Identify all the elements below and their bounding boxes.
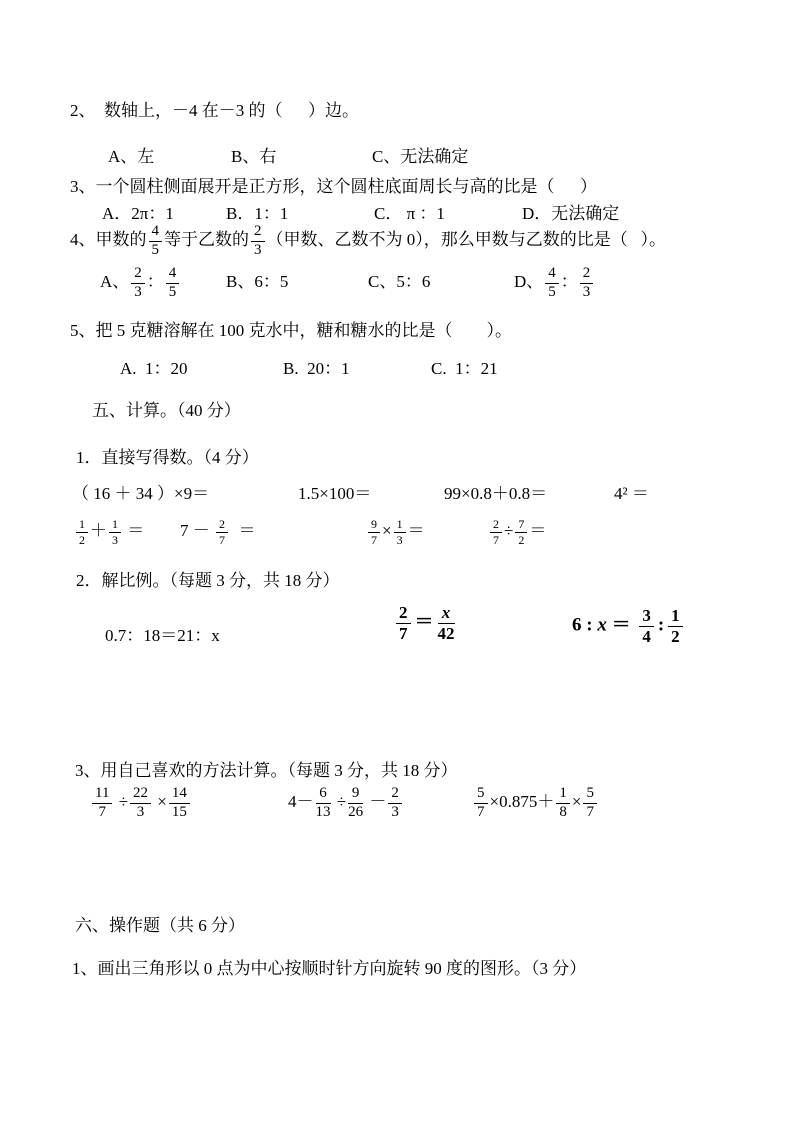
denominator: 7 <box>477 803 485 820</box>
section6-title: 六、操作题（共 6 分） <box>75 916 245 935</box>
q3-options <box>102 203 619 225</box>
operand: 6 : <box>572 614 598 636</box>
denominator: 2 <box>79 532 85 547</box>
fraction <box>556 786 570 821</box>
numerator: 4 <box>149 224 163 242</box>
q5-options <box>120 358 498 380</box>
q5-option-a: A. 1：20 <box>120 359 188 378</box>
denominator: 5 <box>168 283 177 300</box>
fraction <box>580 266 594 301</box>
q4-stem-text-3: （甲数、乙数不为 0），那么甲数与乙数的比是（ ）。 <box>266 230 666 250</box>
q5-stem: 5、把 5 克糖溶解在 100 克水中，糖和糖水的比是（ ）。 <box>70 321 512 340</box>
numerator: 2 <box>580 266 594 284</box>
fraction <box>394 518 406 546</box>
calc1-expr-4: 4² ＝ <box>614 484 649 503</box>
q3-option-b: B．1：1 <box>226 204 289 223</box>
operator: ÷ <box>114 792 129 812</box>
operand: 4－ <box>288 792 314 812</box>
denominator: 3 <box>582 283 591 300</box>
q5-option-b: B. 20：1 <box>283 359 350 378</box>
calc1-expr-3: 99×0.8＋0.8＝ <box>444 484 548 503</box>
numerator: 7 <box>515 518 527 533</box>
fraction <box>109 518 121 546</box>
numerator: 1 <box>556 786 570 804</box>
fraction <box>251 224 265 259</box>
calc2-eq3 <box>572 607 687 646</box>
q2-stem: 2、 数轴上，－4 在－3 的（ ）边。 <box>70 101 359 120</box>
calc2-title: 2．解比例。（每题 3 分，共 18 分） <box>76 571 340 590</box>
q4-option-a <box>100 266 226 301</box>
operator: × <box>382 521 392 540</box>
numerator: 1 <box>668 607 683 627</box>
q4-option-d-label: D、 <box>514 272 544 292</box>
q4-option-d <box>514 266 595 301</box>
fraction <box>169 786 190 821</box>
q2-options <box>108 146 468 168</box>
calc3-title: 3、用自己喜欢的方法计算。（每题 3 分，共 18 分） <box>75 761 458 780</box>
q4-options <box>100 266 595 301</box>
denominator: 7 <box>586 803 594 820</box>
operator: ＋ <box>90 521 107 540</box>
denominator: 3 <box>254 241 262 258</box>
operator: ÷ <box>504 521 514 540</box>
calc1-title: 1．直接写得数。（4 分） <box>76 448 259 467</box>
denominator: 2 <box>671 626 680 646</box>
denominator: 3 <box>396 532 403 547</box>
fraction <box>316 786 331 821</box>
denominator: 26 <box>348 803 364 820</box>
ratio-colon: : <box>657 614 665 636</box>
q2-option-b: B、右 <box>231 147 277 166</box>
denominator: 3 <box>134 283 142 300</box>
calc3-expr-1 <box>90 786 192 821</box>
fraction <box>438 604 455 643</box>
numerator: x <box>438 604 455 624</box>
fraction <box>545 266 559 301</box>
numerator: 2 <box>396 604 411 624</box>
denominator: 8 <box>559 803 567 820</box>
fraction <box>76 518 88 546</box>
numerator: 6 <box>316 786 331 804</box>
q2-option-a: A、左 <box>108 147 155 166</box>
denominator: 5 <box>151 241 159 258</box>
numerator: 22 <box>130 786 151 804</box>
equals-sign: ＝ <box>414 611 434 633</box>
calc1-expr-6 <box>180 518 366 546</box>
fraction <box>216 518 228 546</box>
numerator: 4 <box>166 266 180 284</box>
q4-stem-text-1: 4、甲数的 <box>70 230 147 250</box>
numerator: 9 <box>348 786 363 804</box>
numerator: 2 <box>490 518 502 533</box>
denominator: 2 <box>518 532 525 547</box>
denominator: 7 <box>493 532 499 547</box>
fraction <box>490 518 502 546</box>
calc1-expr-8 <box>488 518 546 546</box>
numerator: 11 <box>92 786 112 804</box>
numerator: 1 <box>109 518 121 533</box>
operand: 7 － <box>180 521 214 540</box>
q4-option-c: C、5：6 <box>368 272 431 292</box>
q4-option-b: B、6：5 <box>226 272 289 292</box>
denominator: 3 <box>391 803 399 820</box>
q3-stem: 3、一个圆柱侧面展开是正方形，这个圆柱底面周长与高的比是（ ） <box>70 177 597 196</box>
calc3-expr-2 <box>288 786 404 821</box>
fraction <box>639 607 654 646</box>
q5-option-c: C. 1：21 <box>431 359 498 378</box>
calc3-expr-3 <box>472 786 599 821</box>
denominator: 7 <box>219 532 225 547</box>
ratio-colon: ： <box>146 272 164 292</box>
numerator: 1 <box>76 518 88 533</box>
fraction <box>474 786 488 821</box>
q3-option-c: C． π ：1 <box>374 204 445 223</box>
ratio-colon: ： <box>560 272 578 292</box>
denominator: 7 <box>399 623 408 643</box>
numerator: 2 <box>216 518 228 533</box>
operator: － <box>365 792 387 812</box>
calc1-expr-2: 1.5×100＝ <box>298 484 372 503</box>
fraction <box>166 266 180 301</box>
q4-stem-text-2: 等于乙数的 <box>164 230 249 250</box>
fraction <box>149 224 163 259</box>
numerator: 2 <box>251 224 265 242</box>
numerator: 9 <box>368 518 380 533</box>
fraction <box>515 518 527 546</box>
denominator: 5 <box>548 283 556 300</box>
fraction <box>130 786 151 821</box>
fraction <box>583 786 597 821</box>
numerator: 2 <box>131 266 145 284</box>
operator: × <box>153 792 167 812</box>
q2-option-c: C、无法确定 <box>372 147 469 166</box>
numerator: 2 <box>388 786 402 804</box>
denominator: 15 <box>171 803 187 820</box>
variable-x: x <box>597 614 607 636</box>
q3-option-a: A．2π：1 <box>102 204 174 223</box>
calc1-expr-7 <box>366 518 488 546</box>
equals-sign: ＝ <box>123 521 145 540</box>
denominator: 13 <box>315 803 331 820</box>
numerator: 3 <box>639 607 654 627</box>
denominator: 7 <box>371 532 377 547</box>
operator: ×0.875＋ <box>489 792 555 812</box>
numerator: 4 <box>545 266 559 284</box>
q3-option-d: D．无法确定 <box>522 204 620 223</box>
operator: × <box>571 792 582 812</box>
section5-title: 五、计算。（40 分） <box>92 401 241 420</box>
denominator: 3 <box>136 803 145 820</box>
numerator: 14 <box>169 786 190 804</box>
equals-sign: ＝ <box>230 521 256 540</box>
calc1-row2 <box>74 518 546 546</box>
denominator: 3 <box>112 532 118 547</box>
calc1-expr-5 <box>74 518 180 546</box>
equals-sign: ＝ <box>606 614 636 636</box>
calc2-eq1: 0.7：18＝21：x <box>105 626 220 645</box>
equals-sign: ＝ <box>529 521 547 540</box>
operator: ÷ <box>332 792 347 812</box>
denominator: 4 <box>642 626 651 646</box>
equals-sign: ＝ <box>407 521 425 540</box>
q4-option-a-label: A、 <box>100 272 130 292</box>
fraction <box>348 786 363 821</box>
denominator: 7 <box>98 803 106 820</box>
fraction <box>396 604 411 643</box>
fraction <box>368 518 380 546</box>
calc2-eq2 <box>392 604 459 643</box>
fraction <box>131 266 145 301</box>
q4-stem <box>70 224 666 259</box>
calc1-expr-1: （ 16 ＋ 34 ）×9＝ <box>72 484 210 503</box>
numerator: 5 <box>583 786 597 804</box>
denominator: 42 <box>437 623 455 643</box>
numerator: 5 <box>474 786 488 804</box>
numerator: 1 <box>394 518 406 533</box>
calc1-row1 <box>72 483 649 505</box>
fraction <box>388 786 402 821</box>
fraction <box>92 786 112 821</box>
fraction <box>668 607 683 646</box>
op1-stem: 1、画出三角形以 0 点为中心按顺时针方向旋转 90 度的图形。（3 分） <box>72 959 587 978</box>
